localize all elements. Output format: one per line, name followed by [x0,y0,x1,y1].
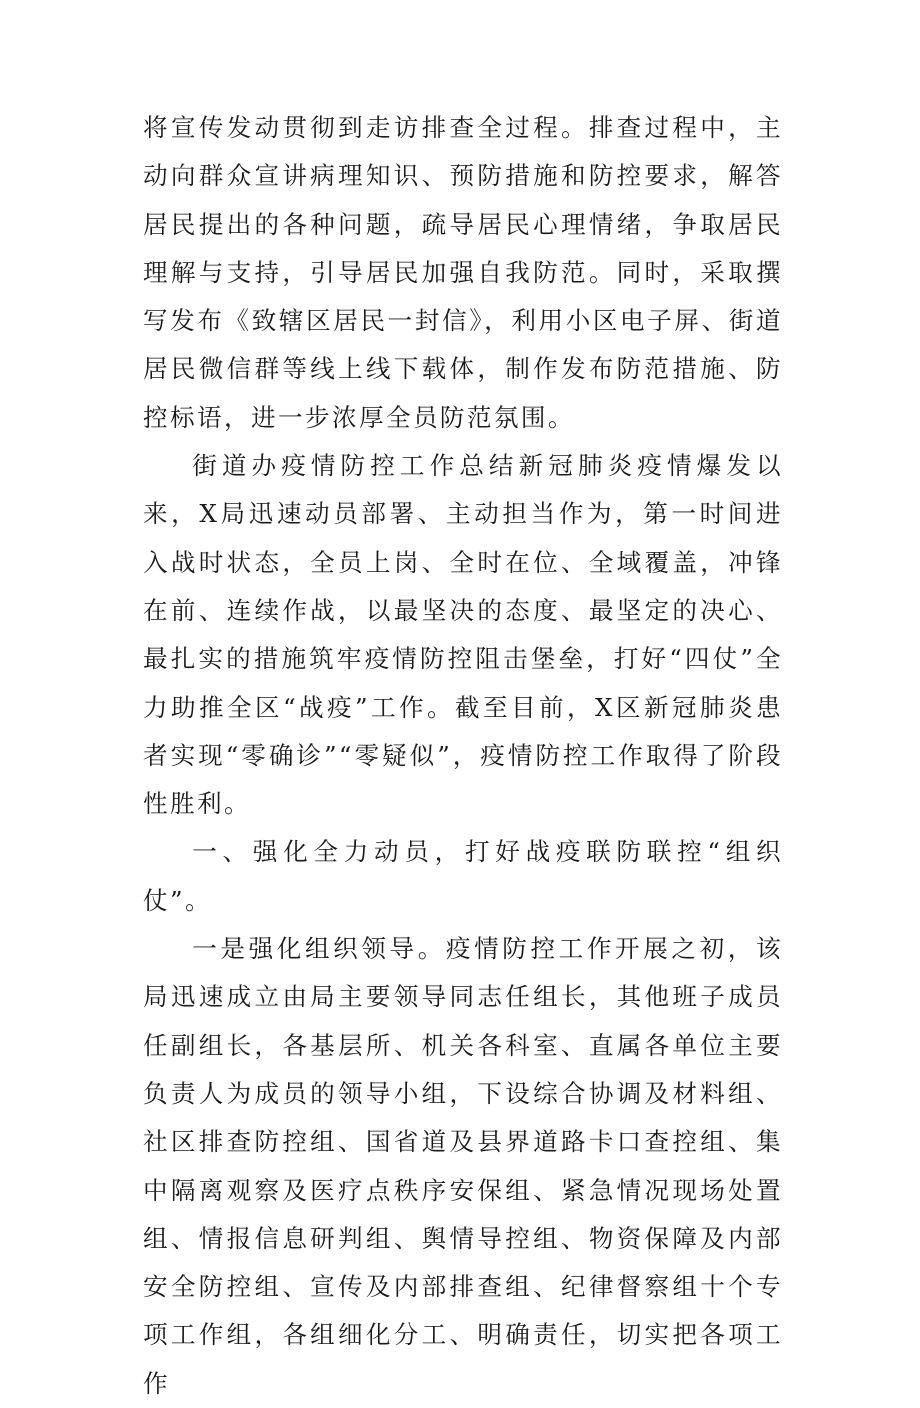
paragraph-organization: 一是强化组织领导。疫情防控工作开展之初，该局迅速成立由局主要领导同志任组长，其他班子成员任副组长，各基层所、机关各科室、直属各单位主要负责人为成员的领导小组，下设综合协调及材料组、社区排查防控组、国省道及县界道路卡口查控组、集中隔离观察及医疗点秩序安保组、紧急情况现场处置组、情报信息研判组、舆情导控组、物资保障及内部安全防控组、宣传及内部排查组、纪律督察组十个专项工作组，各组细化分工、明确责任，切实把各项工作 [143,934,783,1398]
section-heading: 一、强化全力动员，打好战疫联防联控“组织仗”。 [143,837,783,915]
document-body [143,104,783,1408]
paragraph-summary: 街道办疫情防控工作总结新冠肺炎疫情爆发以来，X局迅速动员部署、主动担当作为，第一时间进入战时状态，全员上岗、全时在位、全域覆盖，冲锋在前、连续作战，以最坚决的态度、最坚定的决心、最扎实的措施筑牢疫情防控阻击堡垒，打好“四仗”全力助推全区“战疫”工作。截至目前，X区新冠肺炎患者实现“零确诊”“零疑似”，疫情防控工作取得了阶段性胜利。 [143,451,783,819]
paragraph-continuation: 将宣传发动贯彻到走访排查全过程。排查过程中，主动向群众宣讲病理知识、预防措施和防控要求，解答居民提出的各种问题，疏导居民心理情绪，争取居民理解与支持，引导居民加强自我防范。同时，采取撰写发布《致辖区居民一封信》，利用小区电子屏、街道居民微信群等线上线下载体，制作发布防范措施、防控标语，进一步浓厚全员防范氛围。 [143,113,783,432]
